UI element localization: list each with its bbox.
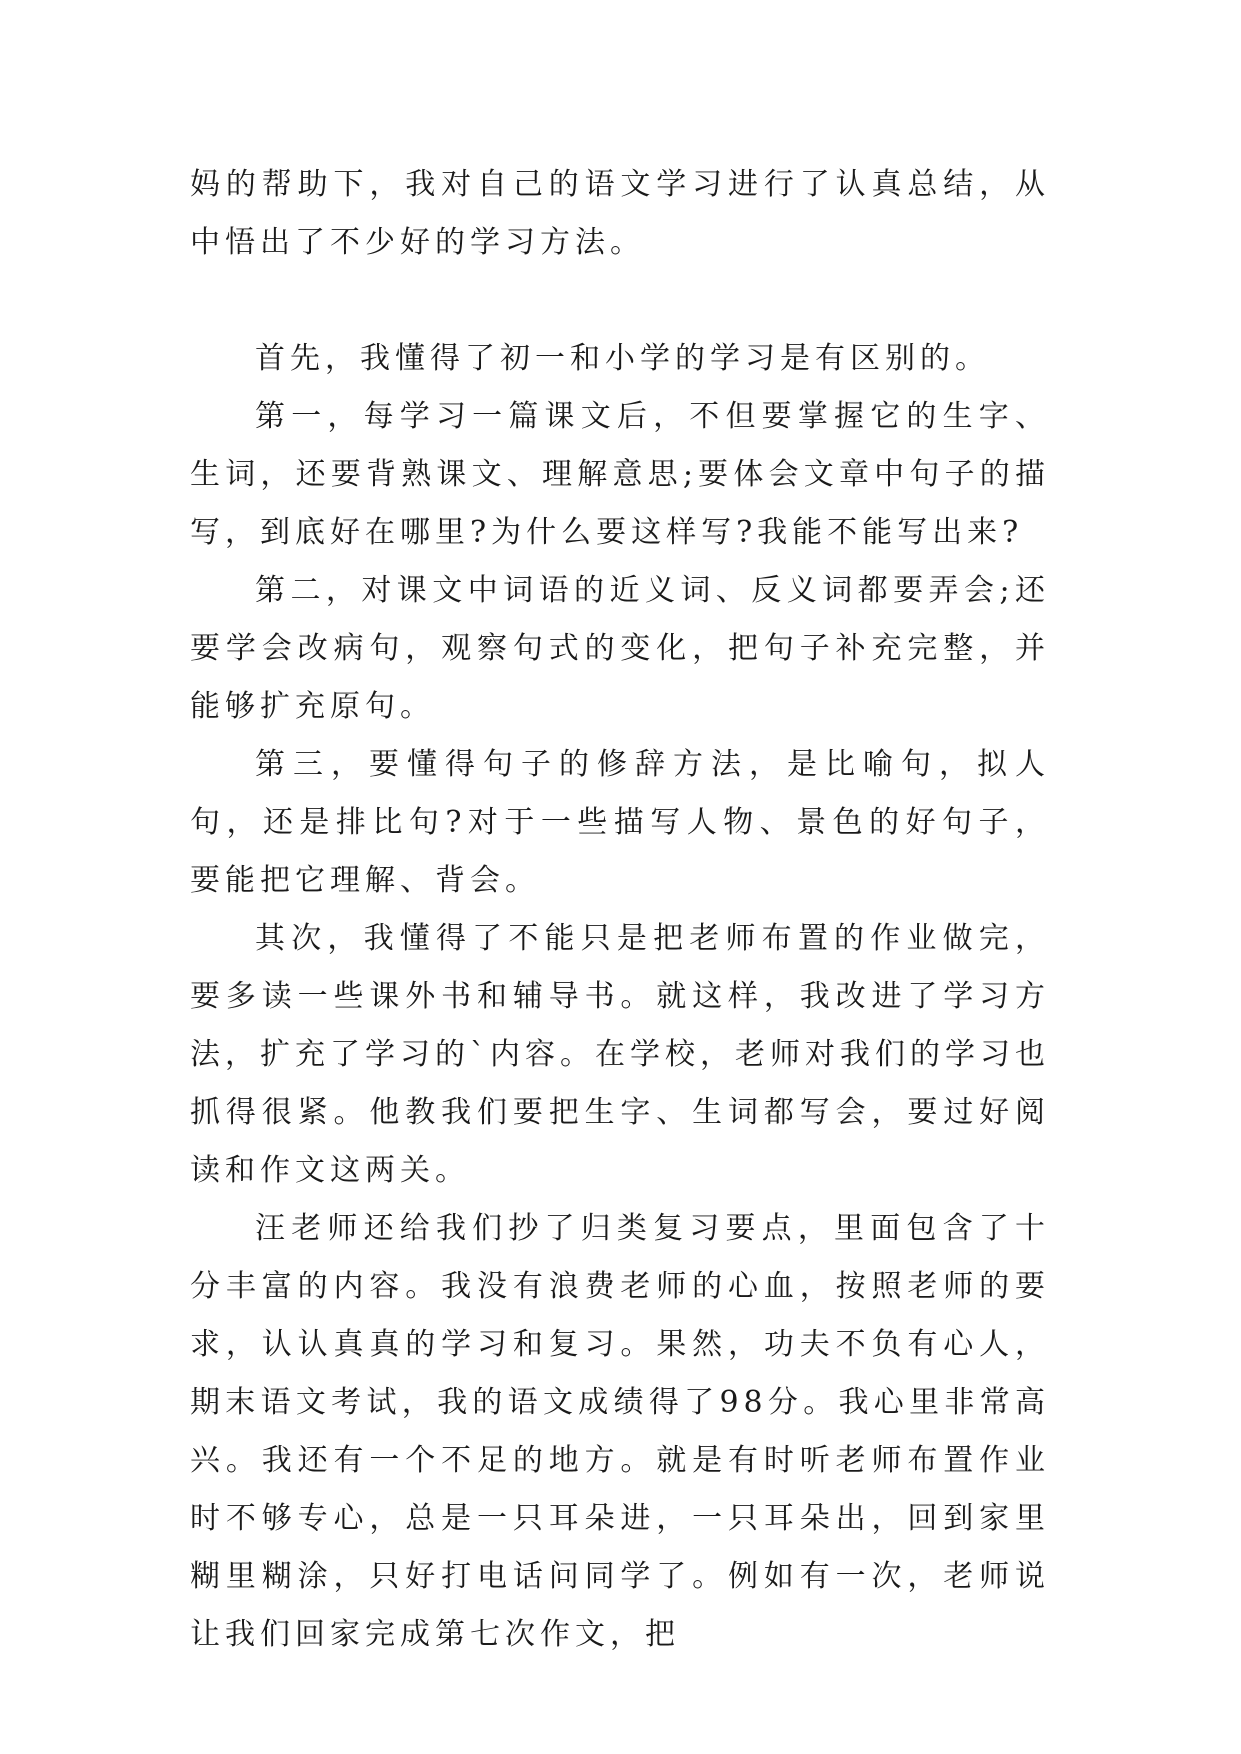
paragraph-second-point: 其次，我懂得了不能只是把老师布置的作业做完，要多读一些课外书和辅导书。就这样，我改进了学习方法，扩充了学习的`内容。在学校，老师对我们的学习也抓得很紧。他教我们要把生字、生词都写会，要过好阅读和作文这两关。 bbox=[190, 921, 1050, 1188]
paragraph-item-two: 第二，对课文中词语的近义词、反义词都要弄会;还要学会改病句，观察句式的变化，把句子补充完整，并能够扩充原句。 bbox=[190, 573, 1050, 724]
paragraph-first-point: 首先，我懂得了初一和小学的学习是有区别的。 bbox=[255, 341, 990, 376]
paragraph-teacher: 汪老师还给我们抄了归类复习要点，里面包含了十分丰富的内容。我没有浪费老师的心血，按照老师的要求，认认真真的学习和复习。果然，功夫不负有心人，期末语文考试，我的语文成绩得了98分。我心里非常高兴。我还有一个不足的地方。就是有时听老师布置作业时不够专心，总是一只耳朵进，一只耳朵出，回到家里糊里糊涂，只好打电话问同学了。例如有一次，老师说让我们回家完成第七次作文，把 bbox=[190, 1211, 1050, 1652]
paragraph-item-three: 第三，要懂得句子的修辞方法，是比喻句，拟人句，还是排比句?对于一些描写人物、景色的好句子，要能把它理解、背会。 bbox=[190, 747, 1050, 898]
document-body bbox=[190, 156, 1050, 1664]
paragraph-item-one: 第一，每学习一篇课文后，不但要掌握它的生字、生词，还要背熟课文、理解意思;要体会文章中句子的描写，到底好在哪里?为什么要这样写?我能不能写出来? bbox=[190, 399, 1050, 550]
paragraph-continued: 妈的帮助下，我对自己的语文学习进行了认真总结，从中悟出了不少好的学习方法。 bbox=[190, 167, 1050, 260]
